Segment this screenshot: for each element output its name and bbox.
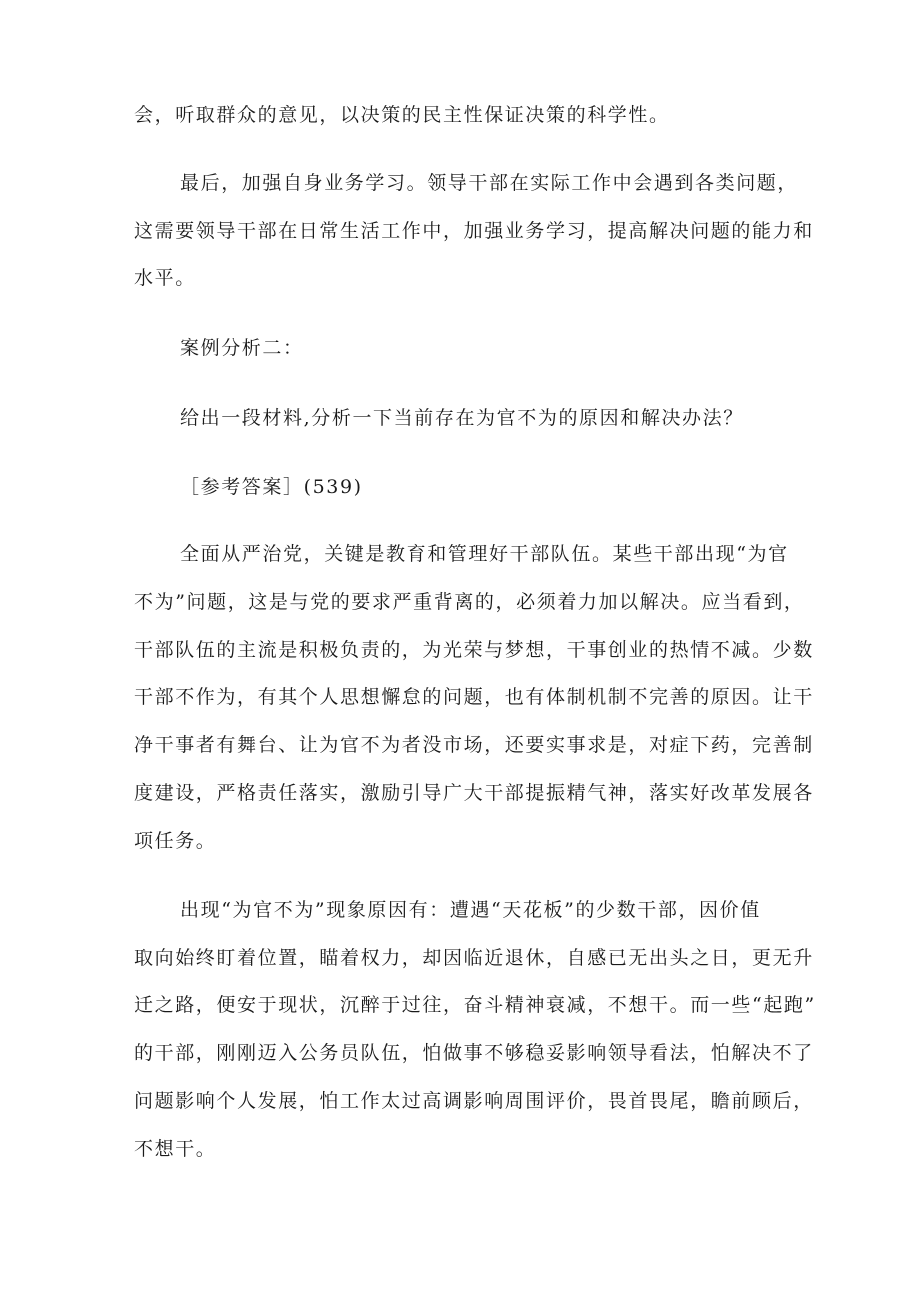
question-line: 给出一段材料,分析一下当前存在为官不为的原因和解决办法？ — [180, 407, 744, 429]
paragraph-line: 会，听取群众的意见，以决策的民主性保证决策的科学性。 — [134, 104, 670, 126]
paragraph-line: 水平。 — [134, 267, 196, 289]
paragraph-line: 干部不作为，有其个人思想懈怠的问题，也有体制机制不完善的原因。让干 — [134, 686, 814, 708]
section-heading: 案例分析二： — [180, 337, 304, 359]
paragraph-line: 问题影响个人发展，怕工作太过高调影响周围评价，畏首畏尾，瞻前顾后， — [134, 1090, 814, 1112]
paragraph-line: 取向始终盯着位置，瞄着权力，却因临近退休，自感已无出头之日，更无升 — [134, 947, 814, 969]
paragraph-line: 最后，加强自身业务学习。领导干部在实际工作中会遇到各类问题， — [180, 172, 799, 194]
paragraph-line: 出现“为官不为”现象原因有：遭遇“天花板”的少数干部，因价值 — [180, 899, 761, 921]
paragraph-line: 度建设，严格责任落实，激励引导广大干部提振精气神，落实好改革发展各 — [134, 782, 814, 804]
paragraph-line: 项任务。 — [134, 830, 217, 852]
paragraph-line: 干部队伍的主流是积极负责的，为光荣与梦想，干事创业的热情不减。少数 — [134, 639, 814, 661]
paragraph-line: 全面从严治党，关键是教育和管理好干部队伍。某些干部出现“为官 — [180, 543, 789, 565]
reference-answer-label: ［参考答案］(539) — [180, 476, 363, 498]
paragraph-line: 的干部，刚刚迈入公务员队伍，怕做事不够稳妥影响领导看法，怕解决不了 — [134, 1042, 814, 1064]
paragraph-line: 不想干。 — [134, 1138, 217, 1160]
paragraph-line: 迁之路，便安于现状，沉醉于过往，奋斗精神衰减，不想干。而一些“起跑” — [134, 994, 816, 1016]
paragraph-line: 这需要领导干部在日常生活工作中，加强业务学习，提高解决问题的能力和 — [134, 220, 814, 242]
paragraph-line: 不为”问题，这是与党的要求严重背离的，必须着力加以解决。应当看到， — [134, 591, 805, 613]
paragraph-line: 净干事者有舞台、让为官不为者没市场，还要实事求是，对症下药，完善制 — [134, 734, 814, 756]
